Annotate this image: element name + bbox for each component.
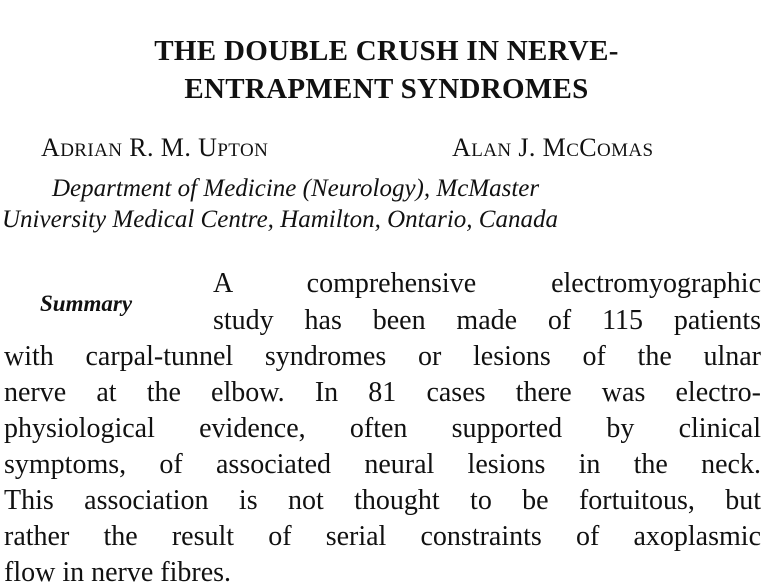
summary-line: rather the result of serial constraints of axoplasmic bbox=[4, 521, 761, 552]
author-upton-initial: A bbox=[41, 133, 61, 162]
author-upton-middle: R. M. bbox=[122, 133, 199, 162]
affiliation-line-2: University Medical Centre, Hamilton, Ontario, Canada bbox=[2, 206, 558, 233]
author-mccomas-last-rest2: OMAS bbox=[597, 140, 654, 161]
summary-line: flow in nerve fibres. bbox=[4, 557, 232, 588]
author-mccomas-initial: A bbox=[452, 133, 472, 162]
summary-label: Summary bbox=[40, 291, 133, 316]
author-upton-last-initial: U bbox=[198, 133, 218, 162]
title-line-1: THE DOUBLE CRUSH IN NERVE- bbox=[154, 35, 619, 67]
summary-line: This association is not thought to be fortuitous, but bbox=[4, 485, 761, 516]
author-mccomas-last-rest: C bbox=[566, 140, 580, 161]
author-mccomas-last-cap2: C bbox=[579, 133, 598, 162]
affiliation-line-1: Department of Medicine (Neurology), McMaster bbox=[52, 175, 540, 202]
author-mccomas-first-rest: LAN bbox=[471, 140, 512, 161]
summary-line: A comprehensive electromyographic bbox=[213, 268, 761, 299]
title-line-2: ENTRAPMENT SYNDROMES bbox=[184, 73, 589, 105]
author-upton-last-rest: PTON bbox=[217, 140, 269, 161]
summary-line: symptoms, of associated neural lesions in the neck. bbox=[4, 449, 761, 480]
author-mccomas-middle: J. bbox=[511, 133, 543, 162]
author-upton-first-rest: DRIAN bbox=[60, 140, 123, 161]
summary-line: nerve at the elbow. In 81 cases there was electro- bbox=[4, 377, 761, 408]
author-mccomas-last-initial: M bbox=[542, 133, 567, 162]
summary-line: with carpal-tunnel syndromes or lesions of the ulnar bbox=[4, 341, 761, 372]
author-upton bbox=[41, 135, 268, 161]
summary-line: physiological evidence, often supported by clinical bbox=[4, 413, 761, 444]
summary-line: study has been made of 115 patients bbox=[213, 305, 761, 336]
author-mccomas bbox=[452, 135, 654, 161]
